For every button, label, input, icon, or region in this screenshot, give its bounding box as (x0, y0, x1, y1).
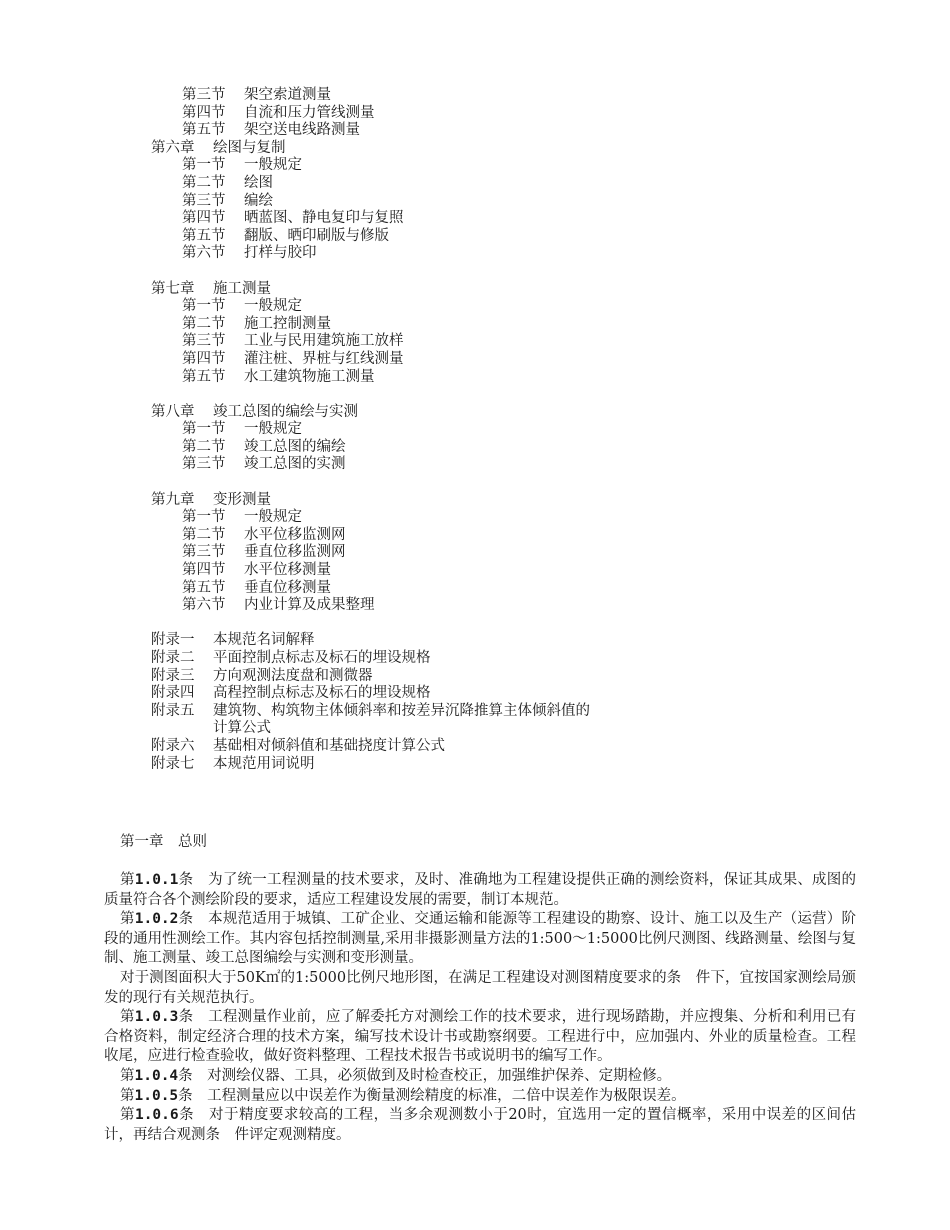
toc-number: 第四节 (182, 562, 226, 579)
toc-title: 水平位移测量 (244, 562, 331, 579)
toc-title: 基础相对倾斜值和基础挠度计算公式 (213, 737, 445, 754)
toc-title: 一般规定 (244, 421, 302, 438)
toc-section (0, 351, 950, 369)
toc-number: 第四节 (182, 210, 226, 227)
toc-number: 第二节 (182, 438, 226, 455)
toc-number: 第三节 (182, 333, 226, 350)
toc-number: 第七章 (151, 280, 195, 297)
toc-number: 第五节 (182, 227, 226, 244)
toc-number: 第三节 (182, 456, 226, 473)
toc-number: 第八章 (151, 403, 195, 420)
toc-title: 编绘 (244, 192, 273, 209)
toc-appendix (0, 668, 950, 686)
toc-section (0, 369, 950, 387)
article-text: 对测绘仪器、工具，必须做到及时检查校正，加强维护保养、定期检修。 (192, 1067, 672, 1084)
toc-appendix (0, 738, 950, 756)
toc-number: 附录一 (151, 632, 195, 649)
toc-title: 垂直位移监测网 (244, 544, 346, 561)
article-suffix: 条 (178, 1087, 193, 1104)
toc-number: 第一节 (182, 157, 226, 174)
toc-section (0, 509, 950, 527)
toc-section (0, 527, 950, 545)
toc-number: 第一节 (182, 509, 226, 526)
article-text: 为了统一工程测量的技术要求，及时、准确地为工程建设提供正确的测绘资料，保证其成果、成图的质量符合各个测绘阶段的要求，适应工程建设发展的需要，制订本规范。 (104, 872, 857, 908)
toc-section (0, 245, 950, 263)
toc-title: 一般规定 (244, 157, 302, 174)
toc-title: 翻版、晒印刷版与修版 (244, 227, 389, 244)
toc-number: 第三节 (182, 544, 226, 561)
toc-number: 第二节 (182, 315, 226, 332)
toc-number: 第六节 (182, 245, 226, 262)
toc-number: 第五节 (182, 122, 226, 139)
toc-number: 第二节 (182, 174, 226, 191)
article-text: 对于精度要求较高的工程，当多余观测数小于20时，宜选用一定的置信概率，采用中误差的区间估计，再结合观测条 件评定观测精度。 (104, 1107, 857, 1143)
toc-spacer (0, 263, 950, 281)
toc-title: 自流和压力管线测量 (244, 104, 375, 121)
article-suffix: 条 (178, 1107, 195, 1124)
toc-title: 晒蓝图、静电复印与复照 (244, 210, 404, 227)
article-number: 1.0.3 (134, 1009, 179, 1026)
toc-number: 第四节 (182, 350, 226, 367)
toc-title: 绘图 (244, 174, 273, 191)
toc-appendix (0, 703, 950, 721)
toc-chapter (0, 404, 950, 422)
toc-title: 一般规定 (244, 509, 302, 526)
toc-title: 架空索道测量 (244, 87, 331, 103)
toc-section (0, 421, 950, 439)
toc-number: 第六节 (182, 597, 226, 614)
article-paragraph (104, 969, 856, 1008)
toc-title: 架空送电线路测量 (244, 122, 360, 139)
toc-title: 水平位移监测网 (244, 526, 346, 543)
toc-number: 第三节 (182, 87, 226, 103)
toc-title: 方向观测法度盘和测微器 (213, 667, 373, 684)
toc-section (0, 193, 950, 211)
toc-number: 第五节 (182, 368, 226, 385)
toc-spacer (0, 386, 950, 404)
toc-section (0, 544, 950, 562)
toc-number: 第三节 (182, 192, 226, 209)
toc-title: 打样与胶印 (244, 245, 317, 262)
article-prefix: 第 (120, 911, 135, 928)
article-paragraph (104, 910, 856, 969)
toc-section (0, 298, 950, 316)
table-of-contents (0, 87, 950, 773)
article-text: 工程测量作业前，应了解委托方对测绘工作的技术要求，进行现场踏勘，并应搜集、分析和利用已有合格资料，制定经济合理的技术方案，编写技术设计书或勘察纲要。工程进行中，应加强内、外业的质量检查。工程收尾，应进行检查验收，做好资料整理、工程技术报告书或说明书的编写工作。 (104, 1009, 857, 1065)
toc-section (0, 105, 950, 123)
toc-title: 工业与民用建筑施工放样 (244, 333, 404, 350)
article-suffix: 条 (178, 1009, 194, 1026)
article-prefix: 第 (120, 1009, 135, 1026)
toc-title: 施工测量 (213, 280, 271, 297)
toc-section (0, 175, 950, 193)
article-number: 1.0.4 (134, 1067, 179, 1084)
chapter-heading: 第一章 总则 (120, 834, 207, 850)
toc-title: 施工控制测量 (244, 315, 331, 332)
toc-section (0, 87, 950, 105)
toc-section (0, 580, 950, 598)
spacer (0, 852, 950, 871)
article-text: 对于测图面积大于50K㎡的1:5000比例尺地形图，在满足工程建设对测图精度要求的条 件下，宜按国家测绘局颁发的现行有关规范执行。 (104, 969, 856, 1006)
toc-number: 附录三 (151, 667, 195, 684)
toc-title: 竣工总图的编绘与实测 (213, 403, 358, 420)
toc-section (0, 122, 950, 140)
toc-appendix (0, 685, 950, 703)
toc-title: 垂直位移测量 (244, 579, 331, 596)
toc-number: 第一节 (182, 421, 226, 438)
article-paragraph (104, 1087, 856, 1107)
article-number: 1.0.1 (134, 872, 179, 888)
toc-section (0, 210, 950, 228)
toc-title: 高程控制点标志及标石的埋设规格 (213, 685, 431, 702)
toc-number: 附录七 (151, 755, 195, 772)
toc-title: 本规范用词说明 (213, 755, 315, 772)
toc-section (0, 456, 950, 474)
article-number: 1.0.6 (134, 1107, 179, 1124)
chapter-body (0, 832, 950, 1145)
article-prefix: 第 (120, 1107, 135, 1124)
toc-title: 平面控制点标志及标石的埋设规格 (213, 650, 431, 666)
toc-section (0, 228, 950, 246)
toc-title: 绘图与复制 (213, 139, 286, 156)
toc-number: 第五节 (182, 579, 226, 596)
toc-chapter (0, 140, 950, 158)
toc-title: 变形测量 (213, 491, 271, 508)
toc-number: 附录六 (151, 737, 195, 754)
toc-number: 附录二 (151, 650, 195, 666)
article-text: 本规范适用于城镇、工矿企业、交通运输和能源等工程建设的勘察、设计、施工以及生产（运营）阶段的通用性测绘工作。其内容包括控制测量,采用非摄影测量方法的1:500～1:5000比例尺测图、线路测量、绘图与复制、施工测量、竣工总图编绘与实测和变形测量。 (104, 911, 857, 967)
article-paragraph (104, 1008, 856, 1067)
article-text: 工程测量应以中误差作为衡量测绘精度的标准，二倍中误差作为极限误差。 (192, 1087, 686, 1104)
toc-section (0, 333, 950, 351)
toc-chapter (0, 492, 950, 510)
article-prefix: 第 (120, 1067, 135, 1084)
toc-title: 本规范名词解释 (213, 632, 315, 649)
toc-title: 建筑物、构筑物主体倾斜率和按差异沉降推算主体倾斜值的 (213, 702, 590, 719)
article-paragraph (104, 871, 856, 910)
toc-section (0, 316, 950, 334)
toc-number: 第九章 (151, 491, 195, 508)
paragraph-list (0, 871, 950, 1145)
toc-number: 第二节 (182, 526, 226, 543)
article-paragraph (104, 1067, 856, 1087)
article-suffix: 条 (178, 1067, 193, 1084)
toc-title: 计算公式 (213, 720, 271, 737)
toc-chapter (0, 281, 950, 299)
toc-title: 竣工总图的实测 (244, 456, 346, 473)
article-number: 1.0.5 (134, 1087, 179, 1104)
article-prefix: 第 (120, 872, 135, 888)
article-suffix: 条 (178, 911, 194, 928)
toc-section (0, 562, 950, 580)
toc-continuation (0, 720, 950, 738)
toc-number: 第一节 (182, 298, 226, 315)
toc-appendix (0, 632, 950, 650)
toc-section (0, 439, 950, 457)
article-paragraph (104, 1106, 856, 1145)
toc-title: 竣工总图的编绘 (244, 438, 346, 455)
article-suffix: 条 (178, 872, 194, 888)
toc-number: 第四节 (182, 104, 226, 121)
toc-spacer (0, 474, 950, 492)
toc-number: 第六章 (151, 139, 195, 156)
toc-title: 灌注桩、界桩与红线测量 (244, 350, 404, 367)
toc-title: 内业计算及成果整理 (244, 597, 375, 614)
toc-appendix (0, 756, 950, 774)
toc-appendix (0, 650, 950, 668)
article-prefix: 第 (120, 1087, 135, 1104)
toc-title: 水工建筑物施工测量 (244, 368, 375, 385)
toc-number: 附录五 (151, 702, 195, 719)
article-number: 1.0.2 (134, 911, 179, 928)
toc-title: 一般规定 (244, 298, 302, 315)
toc-section (0, 157, 950, 175)
toc-number: 附录四 (151, 685, 195, 702)
toc-spacer (0, 615, 950, 633)
toc-section (0, 597, 950, 615)
